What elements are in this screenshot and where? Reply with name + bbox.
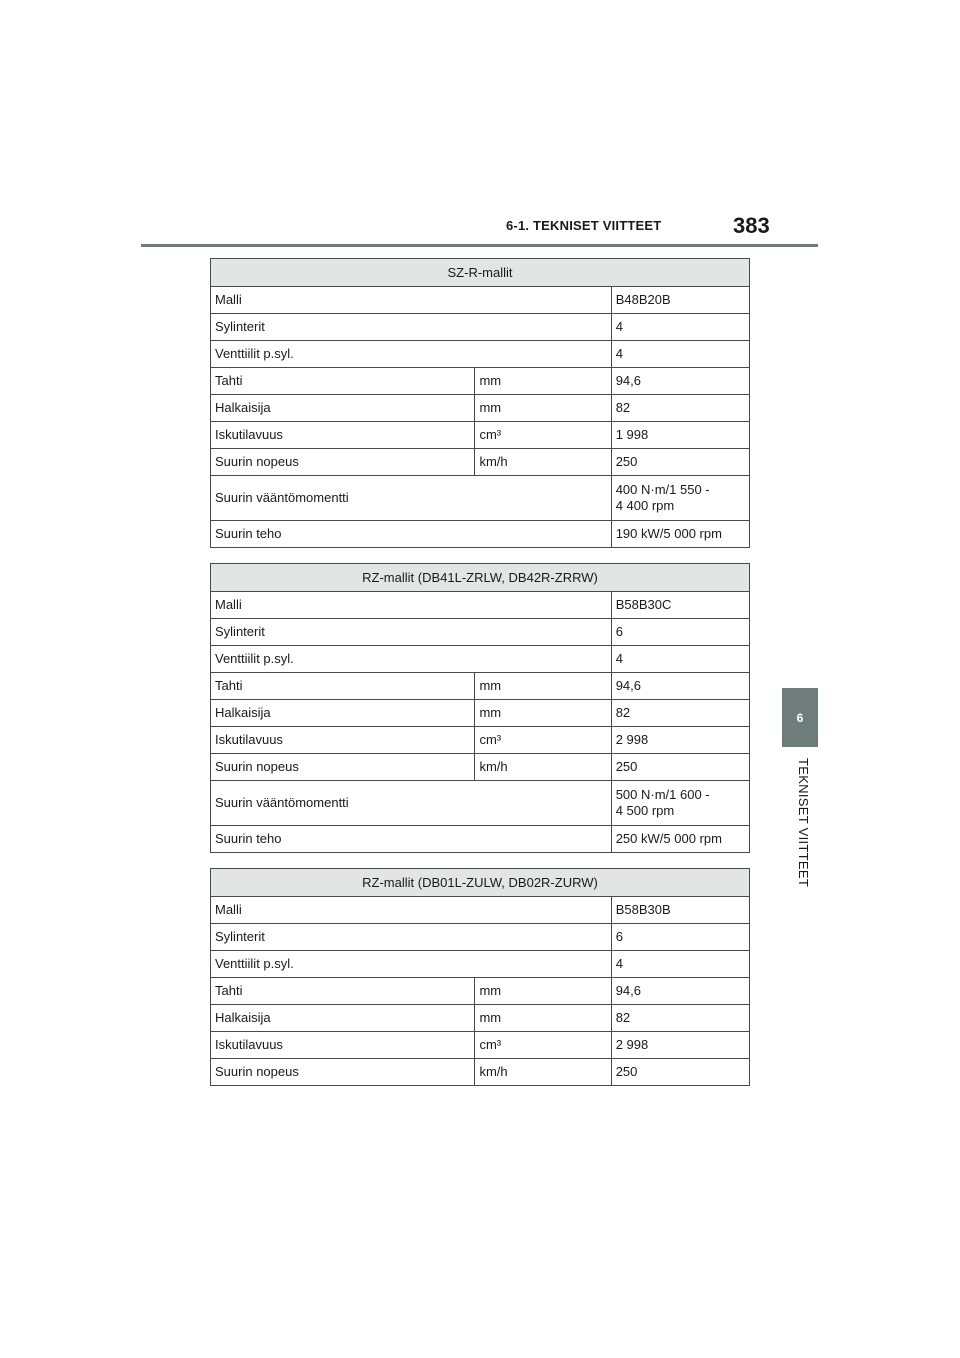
row-value: B58B30C: [611, 592, 749, 619]
page-number: 383: [733, 213, 770, 238]
row-label: Halkaisija: [211, 395, 475, 422]
row-value: 94,6: [611, 978, 749, 1005]
table-row: [211, 754, 750, 781]
row-label: Malli: [211, 287, 612, 314]
row-value: 94,6: [611, 368, 749, 395]
row-value-line-2: 4 400 rpm: [615, 498, 675, 513]
row-label: Sylinterit: [211, 924, 612, 951]
row-value: B58B30B: [611, 897, 749, 924]
table-row: [211, 1005, 750, 1032]
table-title-row: [211, 259, 750, 287]
row-label: Tahti: [211, 978, 475, 1005]
row-value: [611, 476, 749, 521]
row-label: Venttiilit p.syl.: [211, 951, 612, 978]
row-value: 82: [611, 700, 749, 727]
table-row: [211, 287, 750, 314]
row-value: 250: [611, 1059, 749, 1086]
row-value: 2 998: [611, 1032, 749, 1059]
row-value: 1 998: [611, 422, 749, 449]
row-value: 4: [611, 341, 749, 368]
row-label: Suurin nopeus: [211, 1059, 475, 1086]
row-unit: km/h: [475, 1059, 611, 1086]
row-value: 94,6: [611, 673, 749, 700]
row-value-line-1: 500 N·m/1 600 -: [615, 787, 710, 802]
table-title: RZ-mallit (DB01L-ZULW, DB02R-ZURW): [211, 869, 750, 897]
table-row: [211, 826, 750, 853]
table-row: [211, 521, 750, 548]
table-row: [211, 422, 750, 449]
spec-table-rz-zrlw: [210, 563, 750, 853]
row-label: Tahti: [211, 673, 475, 700]
row-unit: mm: [475, 395, 611, 422]
row-label: Sylinterit: [211, 314, 612, 341]
spec-table-rz-zulw: [210, 868, 750, 1086]
row-label: Sylinterit: [211, 619, 612, 646]
table-row: [211, 314, 750, 341]
table-row: [211, 978, 750, 1005]
table-row: [211, 1059, 750, 1086]
row-value: 4: [611, 314, 749, 341]
row-value: 250 kW/5 000 rpm: [611, 826, 749, 853]
row-unit: km/h: [475, 449, 611, 476]
table-row: [211, 368, 750, 395]
table-title-row: [211, 869, 750, 897]
chapter-number: 6: [796, 710, 804, 725]
row-unit: mm: [475, 368, 611, 395]
table-row: [211, 924, 750, 951]
row-value: 250: [611, 449, 749, 476]
table-row: [211, 395, 750, 422]
table-title: RZ-mallit (DB41L-ZRLW, DB42R-ZRRW): [211, 564, 750, 592]
table-row: [211, 476, 750, 521]
row-label: Malli: [211, 897, 612, 924]
row-value: 82: [611, 395, 749, 422]
row-value: 190 kW/5 000 rpm: [611, 521, 749, 548]
row-label: Suurin vääntömomentti: [211, 476, 612, 521]
row-label: Iskutilavuus: [211, 727, 475, 754]
table-row: [211, 700, 750, 727]
row-unit: cm³: [475, 422, 611, 449]
table-row: [211, 673, 750, 700]
row-value: B48B20B: [611, 287, 749, 314]
row-label: Tahti: [211, 368, 475, 395]
spec-table-sz-r: [210, 258, 750, 548]
row-value: 4: [611, 646, 749, 673]
row-label: Suurin nopeus: [211, 449, 475, 476]
row-label: Halkaisija: [211, 700, 475, 727]
row-unit: cm³: [475, 727, 611, 754]
row-value: [611, 781, 749, 826]
row-value-line-2: 4 500 rpm: [615, 803, 675, 818]
table-row: [211, 951, 750, 978]
row-unit: mm: [475, 978, 611, 1005]
row-label: Suurin nopeus: [211, 754, 475, 781]
row-label: Suurin vääntömomentti: [211, 781, 612, 826]
row-label: Venttiilit p.syl.: [211, 646, 612, 673]
row-label: Venttiilit p.syl.: [211, 341, 612, 368]
row-value: 6: [611, 924, 749, 951]
table-title-row: [211, 564, 750, 592]
chapter-label: TEKNISET VIITTEET: [796, 758, 811, 888]
row-value: 4: [611, 951, 749, 978]
section-title: 6-1. TEKNISET VIITTEET: [506, 218, 662, 233]
table-row: [211, 619, 750, 646]
row-unit: mm: [475, 673, 611, 700]
row-label: Suurin teho: [211, 826, 612, 853]
table-title: SZ-R-mallit: [211, 259, 750, 287]
table-row: [211, 646, 750, 673]
row-label: Iskutilavuus: [211, 422, 475, 449]
chapter-tab[interactable]: [782, 688, 818, 747]
header-divider: [141, 244, 818, 247]
row-value: 82: [611, 1005, 749, 1032]
table-row: [211, 727, 750, 754]
table-row: [211, 341, 750, 368]
row-value: 250: [611, 754, 749, 781]
table-row: [211, 1032, 750, 1059]
table-row: [211, 449, 750, 476]
row-unit: mm: [475, 1005, 611, 1032]
table-row: [211, 781, 750, 826]
table-row: [211, 592, 750, 619]
row-label: Malli: [211, 592, 612, 619]
table-row: [211, 897, 750, 924]
row-unit: km/h: [475, 754, 611, 781]
row-unit: mm: [475, 700, 611, 727]
row-value: 6: [611, 619, 749, 646]
row-value: 2 998: [611, 727, 749, 754]
row-label: Suurin teho: [211, 521, 612, 548]
row-label: Iskutilavuus: [211, 1032, 475, 1059]
row-value-line-1: 400 N·m/1 550 -: [615, 482, 710, 497]
row-label: Halkaisija: [211, 1005, 475, 1032]
row-unit: cm³: [475, 1032, 611, 1059]
